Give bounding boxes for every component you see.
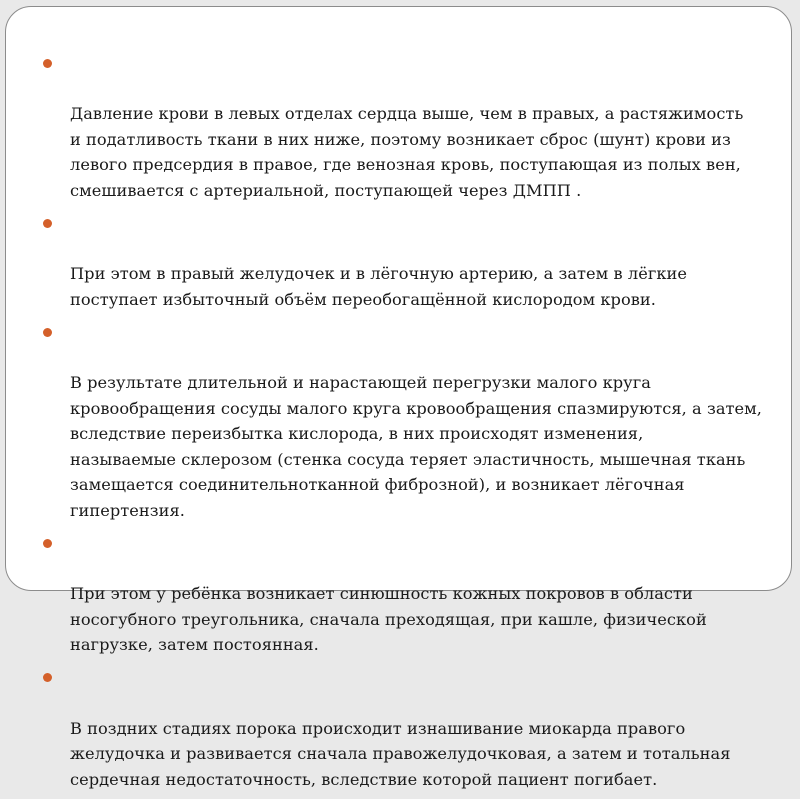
bullet-dot-icon	[43, 219, 52, 228]
bullet-dot-icon	[43, 673, 52, 682]
bullet-text: При этом у ребёнка возникает синюшность кожных покровов в области носогубного треугольника, сначала преходящая, при кашле, физической нагрузке, затем постоянная.	[70, 584, 707, 654]
bullet-item	[41, 210, 771, 312]
bullet-item	[41, 530, 771, 658]
slide-content	[41, 50, 771, 799]
bullet-item	[41, 319, 771, 523]
bullet-item	[41, 665, 771, 793]
bullet-text: При этом в правый желудочек и в лёгочную артерию, а затем в лёгкие поступает избыточный объём переобогащённой кислородом крови.	[70, 264, 688, 309]
bullet-text: Давление крови в левых отделах сердца выше, чем в правых, а растяжимость и податливость ткани в них ниже, поэтому возникает сброс (шунт) крови из левого предсердия в правое, где венозная кровь, поступающая из полых вен, смешивается с артериальной, поступающей через ДМПП .	[70, 104, 744, 200]
bullet-text: В поздних стадиях порока происходит изнашивание миокарда правого желудочка и развивается сначала правожелудочковая, а затем и тотальная сердечная недостаточность, вследствие которой пациент погибает.	[70, 718, 731, 789]
slide-frame	[5, 6, 792, 789]
bullet-text: В результате длительной и нарастающей перегрузки малого круга кровообращения сосуды малого круга кровообращения спазмируются, а затем, вследствие переизбытка кислорода, в них происходят изменения, называемые склерозом (стенка сосуда теряет эластичность, мышечная ткань замещается соединительнотканной фиброзной), и возникает лёгочная гипертензия.	[70, 373, 762, 520]
bullet-dot-icon	[43, 328, 52, 337]
bullet-dot-icon	[43, 539, 52, 548]
bullet-list	[41, 50, 771, 792]
bullet-item	[41, 50, 771, 203]
bullet-dot-icon	[43, 59, 52, 68]
